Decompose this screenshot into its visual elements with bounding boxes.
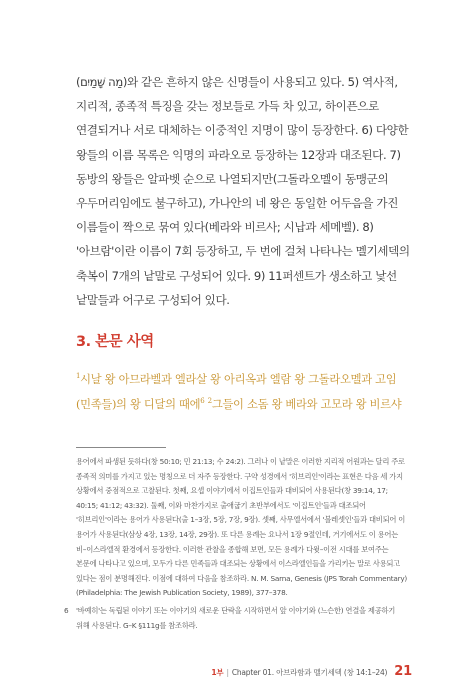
- body-paragraph: (מַה שָּׁמַיִם)와 같은 흔하지 않은 신명들이 사용되고 있다. 5) 역사적, 지리적, 종족적 특징을 갖는 정보들로 가득 차 있고, 하이픈으로 연결되거나 서로 대체하는 이중적인 지명이 많이 등장한다. 6) 다양한 왕들의 이름 목록은 익명의 파라오로 등장하는 12장과 대조된다. 7) 동방의 왕들은 알파벳 순으로 나열되지만(그돌라오멜이 동맹군의 우두머리임에도 불구하고), 가나안의 네 왕은 동일한 어두음을 가진 이름들이 짝으로 묶여 있다(베라와 비르사; 시납과 세메벨). 8) '아브람'이란 이름이 7회 등장하고, 두 번에 걸쳐 나타나는 멜기세덱의 축복이 7개의 낱말로 구성되어 있다. 9) 11퍼센트가 생소하고 낯선 낱말들과 어구로 구성되어 있다.: [76, 75, 410, 307]
- translation-passage: [76, 368, 410, 417]
- footnotes: [64, 455, 410, 633]
- footnote-divider: [76, 447, 166, 448]
- footnote-6: [64, 604, 410, 633]
- verse-1-text: 시날 왕 아므라벨과 엘라살 왕 아리옥과 엘람 왕 그돌라오멜과 고임(민족들)의 왕 디달의 때에: [76, 373, 397, 411]
- footnote-6-number: 6: [64, 605, 69, 615]
- footnote-marker-6[interactable]: 6: [200, 396, 205, 405]
- verse-number-2: 2: [207, 396, 212, 405]
- footnote-continuation: 용어에서 파생된 듯하다(창 50:10; 민 21:13; 수 24:2). 그러나 이 낱말은 이러한 지리적 어원과는 달리 주로 종족적 의미를 가지고 있는 명칭으로 더 자주 등장한다. 구약 성경에서 '히브리인'이라는 표현은 다음 세 가지 상황에서 중점적으로 고찰된다. 첫째, 요셉 이야기에서 이집트인들과 대비되어 사용된다(창 39:14, 17; 40:15; 41:12; 43:32). 둘째, 이와 마찬가지로 출애굽기 초반부에서도 '이집트인'들과 대조되어 '히브리인'이라는 용어가 사용된다(출 1–3장, 5장, 7장, 9장). 셋째, 사무엘서에서 '블레셋인'들과 대비되어 이 용어가 사용된다(삼상 4장, 13장, 14장, 29장). 또 다른 용례는 요나서 1장 9절인데, 거기에서도 이 용어는 비–이스라엘적 환경에서 등장한다. 이러한 관찰을 종합해 보면, 모든 용례가 다윗–이전 시대를 보여주는 본문에 나타나고 있으며, 모두가 다른 민족들과 대조되는 상황에서 이스라엘인들을 가리키는 말로 사용되고 있다는 점이 분명해진다. 이점에 대하여 다음을 참조하라. N. M. Sarna, Genesis (JPS Torah Commentary) (Philadelphia: The Jewish Publication Society, 1989), 377–378.: [76, 457, 408, 598]
- page-number: 21: [394, 664, 412, 679]
- verse-2-text: 그들이 소돔 왕 베라와 고모라 왕 비르샤: [211, 397, 402, 411]
- section-heading: 3. 본문 사역: [76, 334, 154, 350]
- footer-part-label: 1부: [211, 668, 224, 677]
- body-paragraph-block: [76, 70, 410, 312]
- footnote-6-text: '바예히'는 독립된 이야기 또는 이야기의 새로운 단락을 시작하면서 앞 이야기와 (느슨한) 연결을 제공하기 위해 사용된다. G–K §111g를 참조하라.: [76, 605, 396, 630]
- footer-chapter-title: Chapter 01. 아브라함과 멜기세덱 (창 14:1–24): [231, 668, 388, 677]
- verse-number-1: 1: [76, 372, 81, 381]
- running-footer: [211, 664, 412, 679]
- footer-separator: |: [226, 668, 229, 677]
